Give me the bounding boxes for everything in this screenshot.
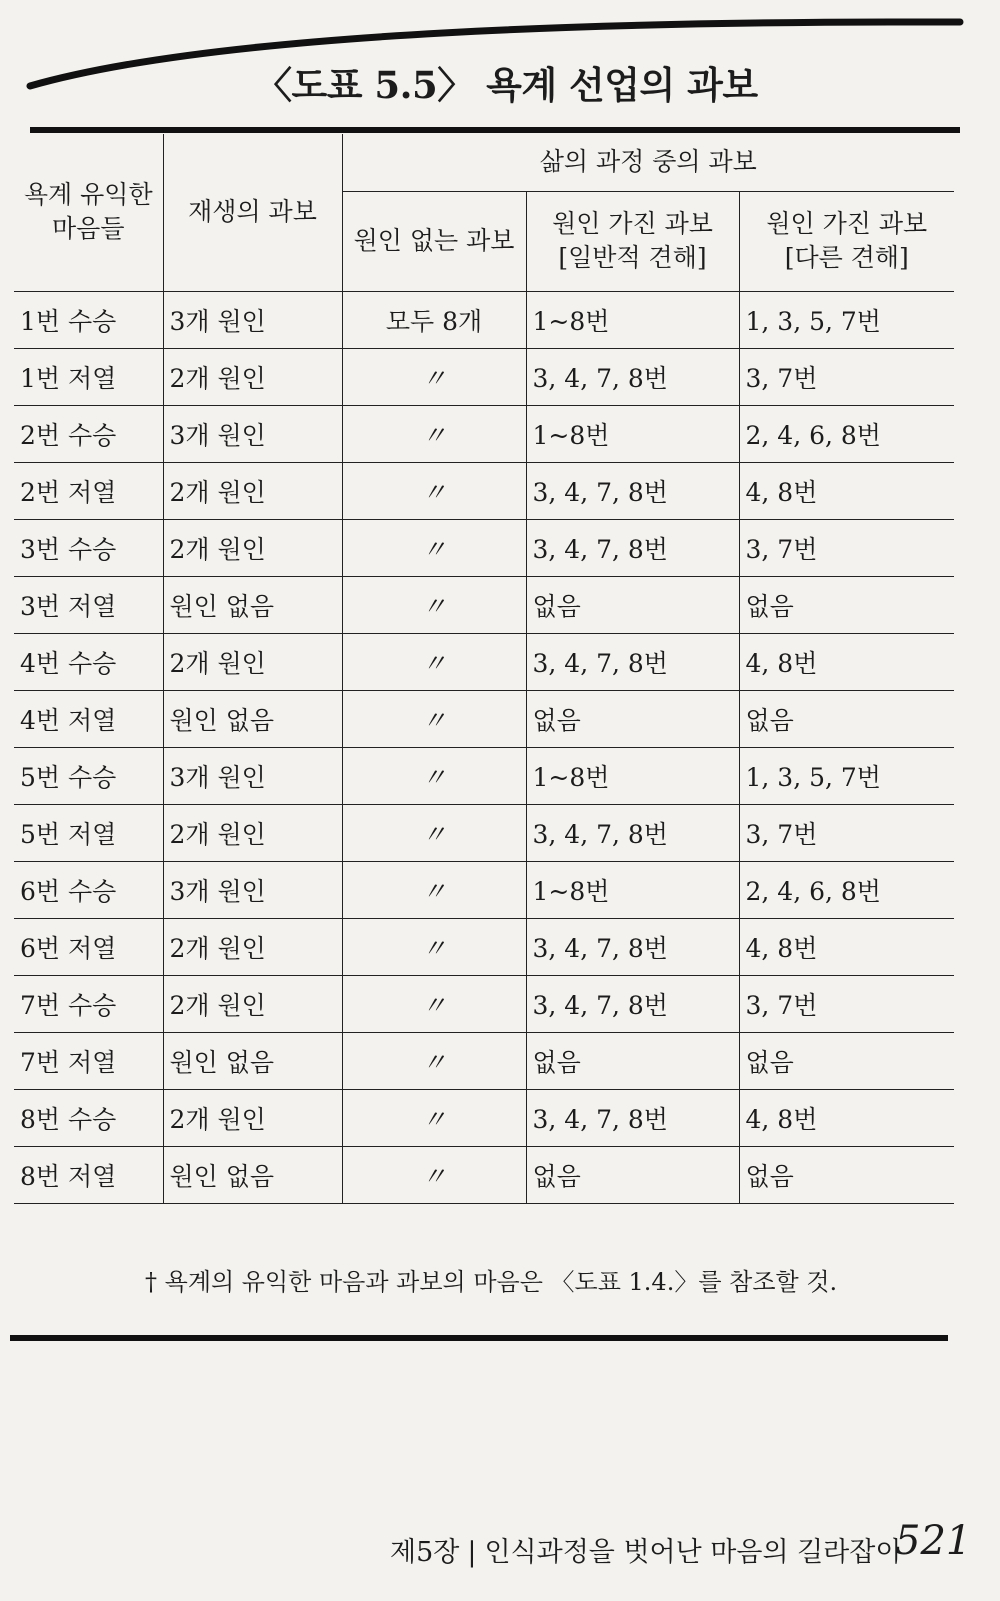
rebirth-cell: 2개 원인: [163, 918, 342, 975]
rooted-general-cell: 1~8번: [526, 747, 739, 804]
page-number: 521: [895, 1518, 972, 1564]
rootless-cell: 〃: [342, 519, 526, 576]
header-rooted-other-line1: 원인 가진 과보: [766, 209, 928, 238]
rebirth-cell: 3개 원인: [163, 291, 342, 348]
rooted-general-cell: 없음: [526, 690, 739, 747]
mind-cell: 3번 저열: [14, 576, 163, 633]
rootless-cell: 〃: [342, 918, 526, 975]
header-life-process-result: 삶의 과정 중의 과보: [342, 134, 954, 191]
rooted-general-cell: 3, 4, 7, 8번: [526, 918, 739, 975]
rooted-other-cell: 없음: [739, 1032, 954, 1089]
rootless-cell: 〃: [342, 690, 526, 747]
mind-cell: 4번 저열: [14, 690, 163, 747]
rooted-general-cell: 없음: [526, 1146, 739, 1203]
mind-cell: 1번 수승: [14, 291, 163, 348]
rooted-other-cell: 1, 3, 5, 7번: [739, 291, 954, 348]
table-row: [14, 918, 954, 975]
table-row: [14, 462, 954, 519]
rooted-other-cell: 없음: [739, 576, 954, 633]
rebirth-cell: 2개 원인: [163, 975, 342, 1032]
header-wholesome-minds: [14, 134, 163, 291]
rooted-other-cell: 1, 3, 5, 7번: [739, 747, 954, 804]
table-footnote: † 욕계의 유익한 마음과 과보의 마음은 〈도표 1.4.〉를 참조할 것.: [145, 1268, 838, 1296]
rebirth-cell: 2개 원인: [163, 519, 342, 576]
rooted-other-cell: 4, 8번: [739, 633, 954, 690]
rebirth-cell: 원인 없음: [163, 690, 342, 747]
rooted-general-cell: 1~8번: [526, 405, 739, 462]
table-row: [14, 405, 954, 462]
table-title: 〈도표 5.5〉 욕계 선업의 과보: [255, 63, 758, 107]
mind-cell: 4번 수승: [14, 633, 163, 690]
rebirth-cell: 2개 원인: [163, 804, 342, 861]
rootless-cell: 〃: [342, 576, 526, 633]
rooted-general-cell: 없음: [526, 576, 739, 633]
mind-cell: 5번 저열: [14, 804, 163, 861]
mind-cell: 3번 수승: [14, 519, 163, 576]
top-rule: [30, 127, 960, 133]
header-wholesome-minds-line2: 마음들: [52, 214, 125, 244]
table-row: [14, 633, 954, 690]
rooted-other-cell: 3, 7번: [739, 348, 954, 405]
table-row: [14, 690, 954, 747]
mind-cell: 1번 저열: [14, 348, 163, 405]
table-row: [14, 519, 954, 576]
rebirth-cell: 3개 원인: [163, 861, 342, 918]
table-row: [14, 576, 954, 633]
rootless-cell: 〃: [342, 348, 526, 405]
rebirth-cell: 2개 원인: [163, 1089, 342, 1146]
rootless-cell: 〃: [342, 633, 526, 690]
mind-cell: 2번 저열: [14, 462, 163, 519]
header-rooted-result-other: [739, 191, 954, 291]
bottom-rule: [10, 1335, 948, 1341]
rooted-general-cell: 1~8번: [526, 291, 739, 348]
rebirth-cell: 원인 없음: [163, 576, 342, 633]
rootless-cell: 〃: [342, 975, 526, 1032]
rooted-general-cell: 3, 4, 7, 8번: [526, 975, 739, 1032]
rebirth-cell: 3개 원인: [163, 405, 342, 462]
mind-cell: 7번 수승: [14, 975, 163, 1032]
table-row: [14, 975, 954, 1032]
mind-cell: 8번 저열: [14, 1146, 163, 1203]
table-row: [14, 747, 954, 804]
header-rooted-result-general: [526, 191, 739, 291]
rootless-cell: 〃: [342, 1146, 526, 1203]
karma-result-table: [14, 134, 954, 1204]
rebirth-cell: 2개 원인: [163, 348, 342, 405]
mind-cell: 7번 저열: [14, 1032, 163, 1089]
rebirth-cell: 2개 원인: [163, 462, 342, 519]
table-row: [14, 348, 954, 405]
mind-cell: 8번 수승: [14, 1089, 163, 1146]
rooted-general-cell: 3, 4, 7, 8번: [526, 519, 739, 576]
rebirth-cell: 원인 없음: [163, 1032, 342, 1089]
table-row: [14, 1032, 954, 1089]
rootless-cell: 〃: [342, 405, 526, 462]
rootless-cell: 〃: [342, 804, 526, 861]
rooted-other-cell: 4, 8번: [739, 1089, 954, 1146]
table-row: [14, 861, 954, 918]
table-row: [14, 804, 954, 861]
rooted-other-cell: 2, 4, 6, 8번: [739, 405, 954, 462]
rooted-general-cell: 1~8번: [526, 861, 739, 918]
page-footer: [390, 1530, 901, 1569]
header-rooted-general-line1: 원인 가진 과보: [552, 209, 713, 238]
header-rebirth-result: 재생의 과보: [163, 134, 342, 291]
table-row: [14, 291, 954, 348]
mind-cell: 6번 수승: [14, 861, 163, 918]
rooted-general-cell: 3, 4, 7, 8번: [526, 804, 739, 861]
rooted-general-cell: 없음: [526, 1032, 739, 1089]
rootless-cell: 〃: [342, 1032, 526, 1089]
rootless-cell: 〃: [342, 861, 526, 918]
rooted-other-cell: 4, 8번: [739, 462, 954, 519]
mind-cell: 2번 수승: [14, 405, 163, 462]
rooted-general-cell: 3, 4, 7, 8번: [526, 348, 739, 405]
rooted-general-cell: 3, 4, 7, 8번: [526, 633, 739, 690]
table-row: [14, 1089, 954, 1146]
rebirth-cell: 3개 원인: [163, 747, 342, 804]
header-rooted-general-line2: [일반적 견해]: [558, 243, 707, 272]
rebirth-cell: 2개 원인: [163, 633, 342, 690]
rootless-cell: 〃: [342, 1089, 526, 1146]
mind-cell: 5번 수승: [14, 747, 163, 804]
rootless-cell: 모두 8개: [342, 291, 526, 348]
rooted-other-cell: 3, 7번: [739, 519, 954, 576]
footer-separator: |: [467, 1537, 477, 1568]
rooted-other-cell: 없음: [739, 690, 954, 747]
header-wholesome-minds-line1: 욕계 유익한: [23, 180, 153, 210]
rooted-other-cell: 2, 4, 6, 8번: [739, 861, 954, 918]
rooted-other-cell: 3, 7번: [739, 975, 954, 1032]
header-rootless-result: 원인 없는 과보: [342, 191, 526, 291]
rooted-other-cell: 없음: [739, 1146, 954, 1203]
rooted-general-cell: 3, 4, 7, 8번: [526, 462, 739, 519]
rooted-other-cell: 3, 7번: [739, 804, 954, 861]
table-row: [14, 1146, 954, 1203]
mind-cell: 6번 저열: [14, 918, 163, 975]
header-row-1: [14, 134, 954, 191]
footer-chapter: 제5장: [390, 1537, 460, 1568]
header-rooted-other-line2: [다른 견해]: [784, 243, 909, 272]
rebirth-cell: 원인 없음: [163, 1146, 342, 1203]
footer-chapter-title: 인식과정을 벗어난 마음의 길라잡이: [484, 1537, 902, 1568]
rooted-other-cell: 4, 8번: [739, 918, 954, 975]
rooted-general-cell: 3, 4, 7, 8번: [526, 1089, 739, 1146]
rootless-cell: 〃: [342, 462, 526, 519]
rootless-cell: 〃: [342, 747, 526, 804]
